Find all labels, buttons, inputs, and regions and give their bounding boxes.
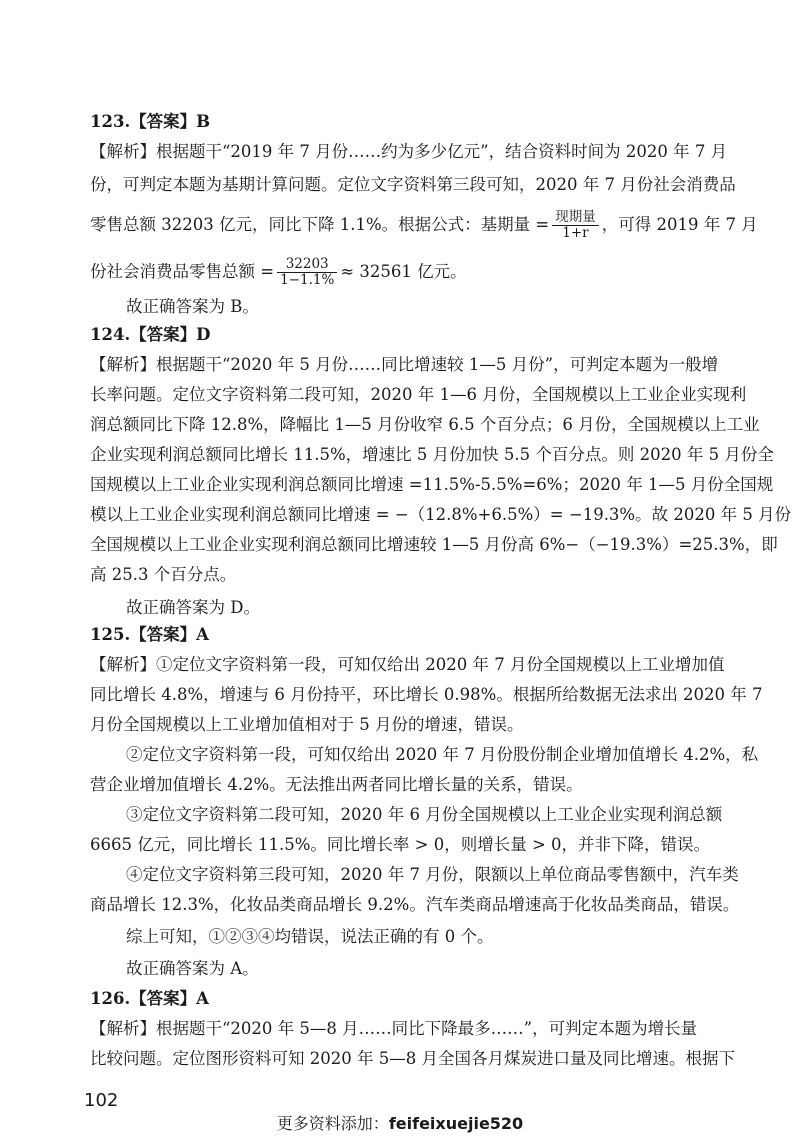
- footer-prefix: 更多资料添加：: [276, 1114, 389, 1133]
- paragraph-line: 综上可知，①②③④均错误，说法正确的有 0 个。: [126, 927, 494, 946]
- base-period-formula: [552, 210, 599, 241]
- answer-heading-124: 124.【答案】D: [90, 325, 211, 344]
- formula-numerator: 现期量: [552, 210, 599, 226]
- paragraph-line: ②定位文字资料第一段，可知仅给出 2020 年 7 月份股份制企业增加值增长 4.2%，私: [126, 745, 759, 764]
- paragraph-line: 份，可判定本题为基期计算问题。定位文字资料第三段可知，2020 年 7 月份社会消费品: [90, 175, 736, 194]
- footer-contact-id: feifeixuejie520: [388, 1114, 524, 1133]
- paragraph-line: ④定位文字资料第三段可知，2020 年 7 月份，限额以上单位商品零售额中，汽车类: [126, 865, 739, 884]
- paragraph-line: 营企业增加值增长 4.2%。无法推出两者同比增长量的关系，错误。: [90, 775, 583, 794]
- paragraph-line: 商品增长 12.3%，化妆品类商品增长 9.2%。汽车类商品增速高于化妆品类商品，错误。: [90, 895, 740, 914]
- page-number: 102: [84, 1090, 119, 1111]
- formula-suffix-text: ≈ 32561 亿元。: [340, 262, 467, 281]
- paragraph-line-formula-2: [90, 257, 730, 288]
- paragraph-line: 比较问题。定位图形资料可知 2020 年 5—8 月全国各月煤炭进口量及同比增速。根据下: [90, 1049, 735, 1068]
- answer-heading-125: 125.【答案】A: [90, 625, 209, 644]
- formula-denominator: 1+r: [562, 225, 589, 241]
- paragraph-line: 高 25.3 个百分点。: [90, 565, 237, 584]
- answer-heading-126: 126.【答案】A: [90, 989, 209, 1008]
- formula-denominator: 1−1.1%: [280, 272, 335, 288]
- paragraph-line: 国规模以上工业企业实现利润总额同比增速 =11.5%-5.5%=6%；2020 年 1—5 月份全国规: [90, 475, 774, 494]
- paragraph-line: 长率问题。定位文字资料第二段可知，2020 年 1—6 月份，全国规模以上工业企业实现利: [90, 385, 747, 404]
- conclusion-line: 故正确答案为 D。: [126, 598, 260, 617]
- paragraph-line: 【解析】根据题干“2019 年 7 月份……约为多少亿元”，结合资料时间为 2020 年 7 月: [90, 142, 728, 161]
- paragraph-line: ③定位文字资料第二段可知，2020 年 6 月份全国规模以上工业企业实现利润总额: [126, 805, 723, 824]
- paragraph-line: 【解析】①定位文字资料第一段，可知仅给出 2020 年 7 月份全国规模以上工业增加值: [90, 655, 725, 674]
- formula-suffix-text: ，可得 2019 年 7 月: [601, 215, 758, 234]
- answer-heading-123: 123.【答案】B: [90, 112, 211, 131]
- paragraph-line: 同比增长 4.8%，增速与 6 月份持平，环比增长 0.98%。根据所给数据无法求出 2020 年 7: [90, 685, 763, 704]
- formula-numerator: 32203: [277, 257, 337, 273]
- paragraph-line: 润总额同比下降 12.8%，降幅比 1—5 月份收窄 6.5 个百分点；6 月份，全国规模以上工业: [90, 415, 760, 434]
- formula-prefix-text: 份社会消费品零售总额 =: [90, 262, 275, 281]
- calculation-formula: [277, 257, 337, 288]
- paragraph-line: 全国规模以上工业企业实现利润总额同比增速较 1—5 月份高 6%−（−19.3%）=25.3%，即: [90, 535, 778, 554]
- paragraph-line: 6665 亿元，同比增长 11.5%。同比增长率 > 0，则增长量 > 0，并非下降，错误。: [90, 835, 711, 854]
- paragraph-line: 【解析】根据题干“2020 年 5—8 月……同比下降最多……”，可判定本题为增长量: [90, 1019, 698, 1038]
- conclusion-line: 故正确答案为 B。: [126, 297, 259, 316]
- formula-prefix-text: 零售总额 32203 亿元，同比下降 1.1%。根据公式：基期量 =: [90, 215, 550, 234]
- paragraph-line: 月份全国规模以上工业增加值相对于 5 月份的增速，错误。: [90, 715, 524, 734]
- paragraph-line: 模以上工业企业实现利润总额同比增速 = −（12.8%+6.5%）= −19.3%。故 2020 年 5 月份: [90, 505, 792, 524]
- paragraph-line: 【解析】根据题干“2020 年 5 月份……同比增速较 1—5 月份”，可判定本题为一般增: [90, 355, 719, 374]
- paragraph-line: 企业实现利润总额同比增长 11.5%，增速比 5 月份加快 5.5 个百分点。则 2020 年 5 月份全: [90, 445, 774, 464]
- conclusion-line: 故正确答案为 A。: [126, 959, 259, 978]
- paragraph-line-formula-1: [90, 209, 758, 241]
- footer-note: [0, 1111, 800, 1134]
